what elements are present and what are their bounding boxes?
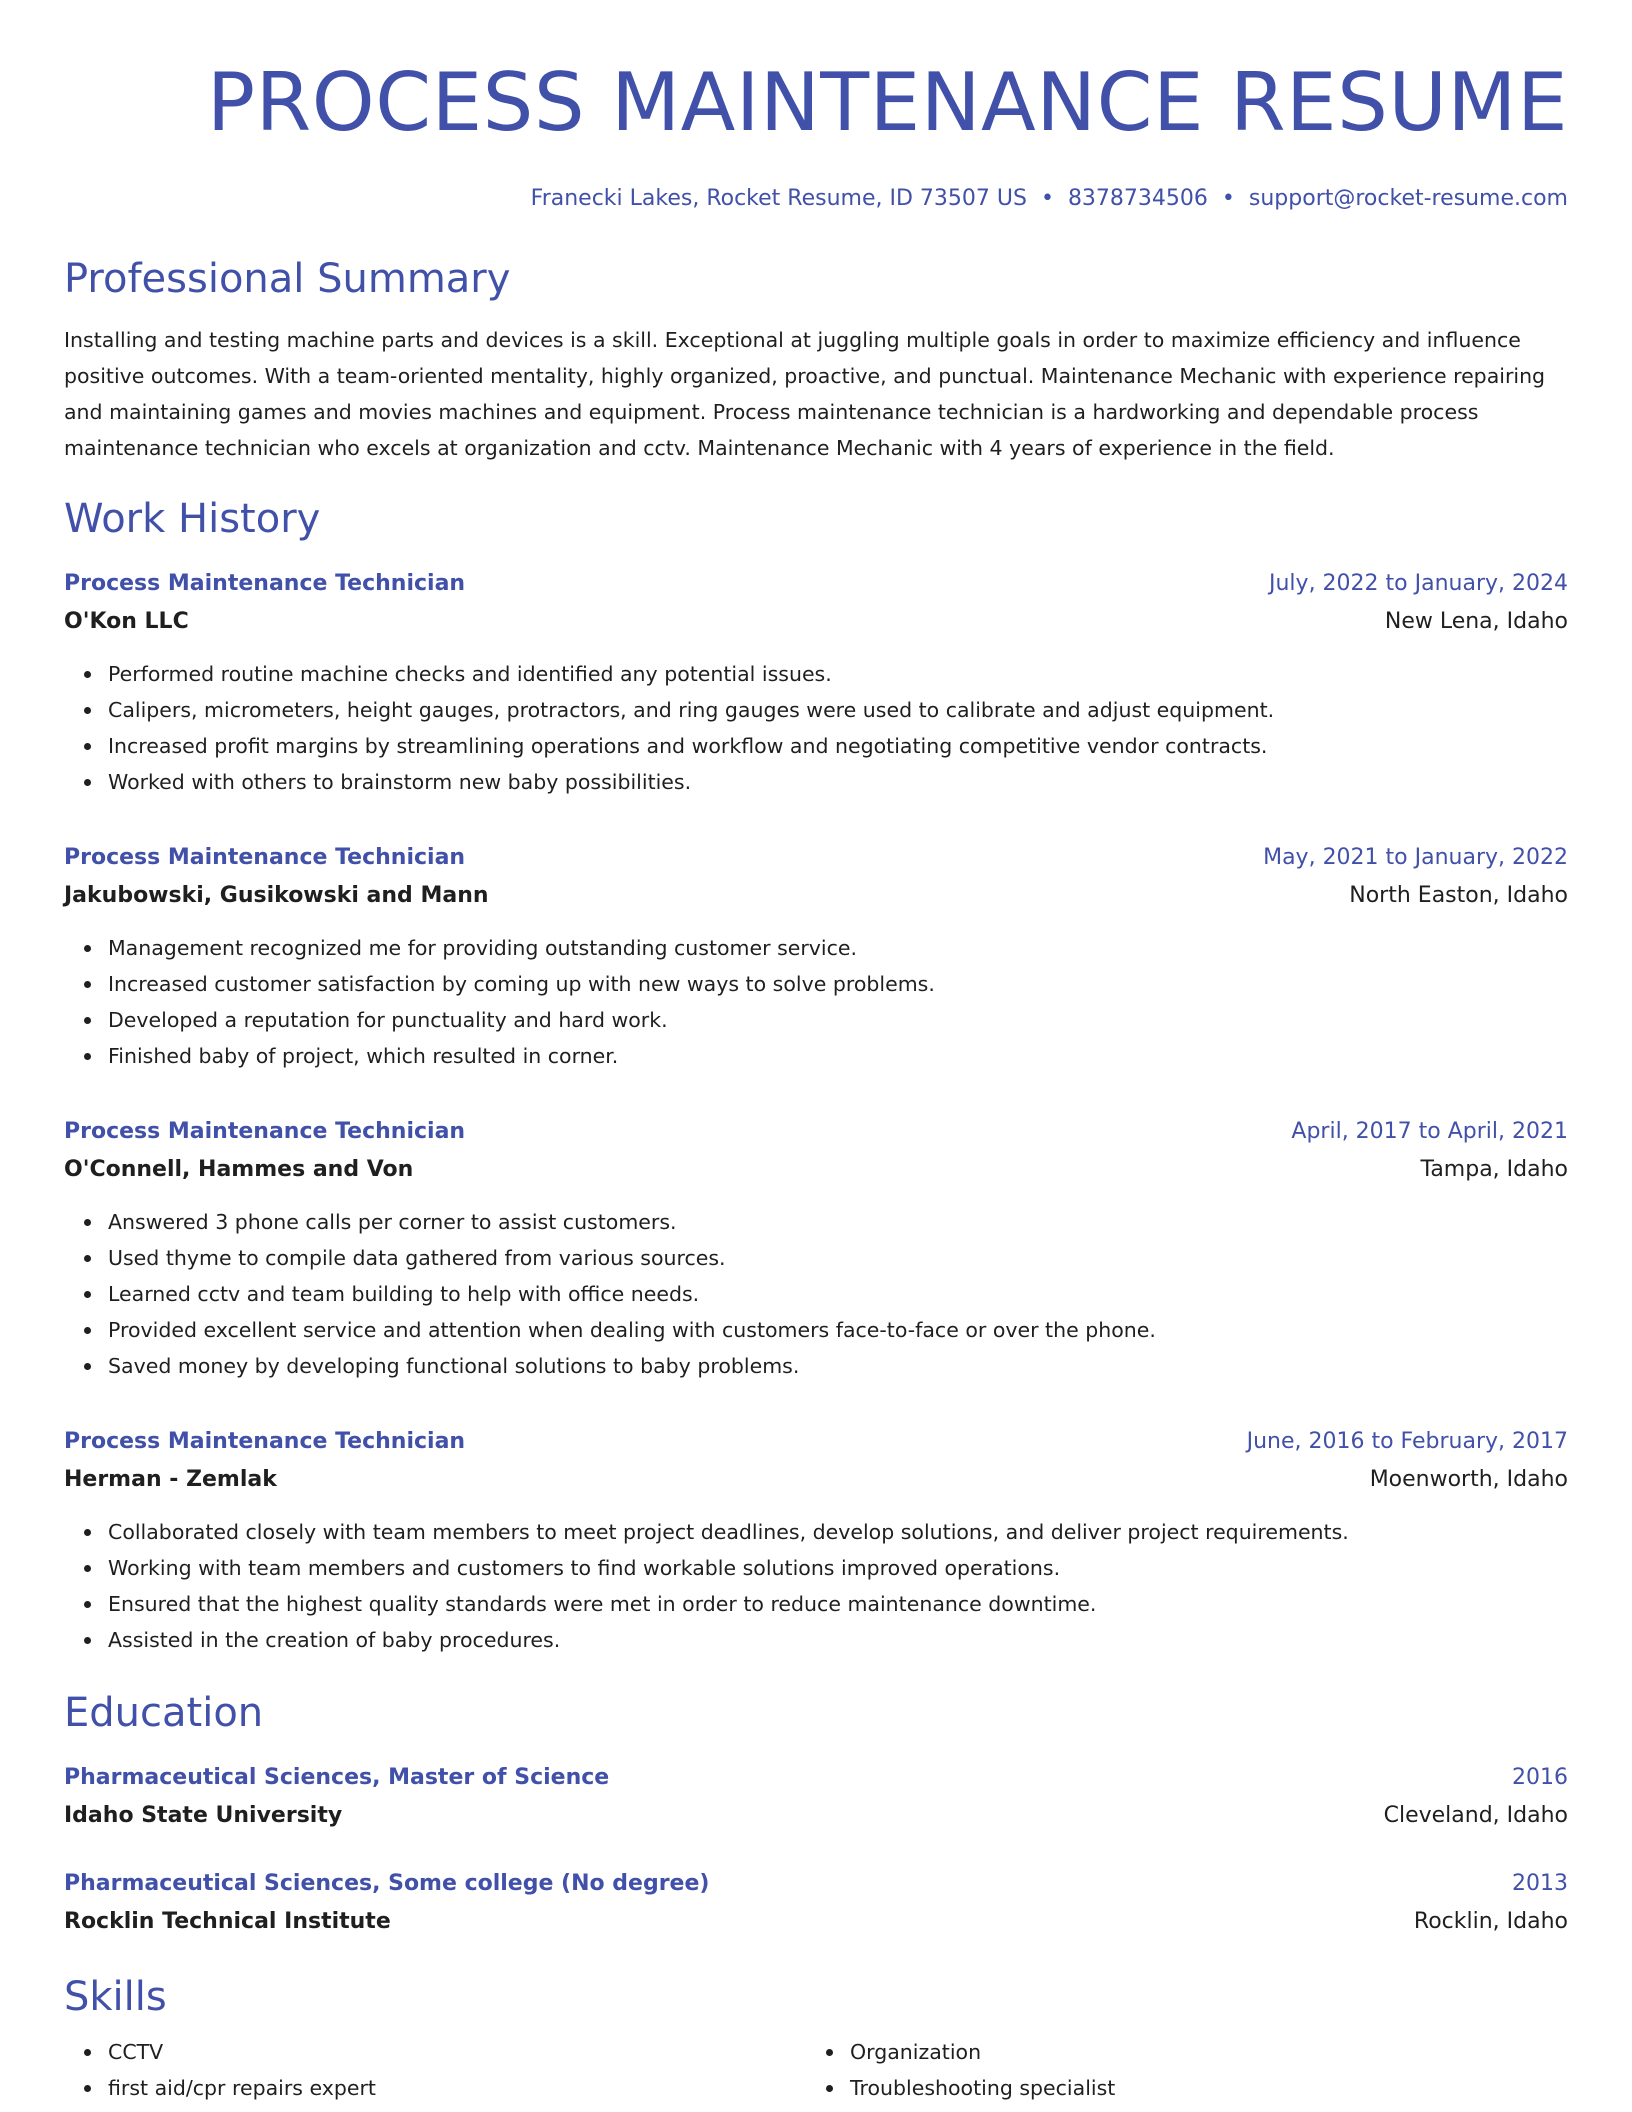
- summary-text: Installing and testing machine parts and devices is a skill. Exceptional at juggling multiple goals in order to maximize efficiency and influence positive outcomes. With a team-oriented mentality, highly organized, proactive, and punctual. Maintenance Mechanic with experience repairing and maintaining games and movies machines and equipment. Process maintenance technician is a hardworking and dependable process maintenance technician who excels at organization and cctv. Maintenance Mechanic with 4 years of experience in the field.: [64, 328, 1546, 460]
- separator-dot-2: •: [1221, 186, 1235, 211]
- job-company: Jakubowski, Gusikowski and Mann: [64, 883, 489, 908]
- job-entry: [64, 566, 1568, 800]
- bullet-item: Used thyme to compile data gathered from various sources.: [108, 1240, 1568, 1276]
- job-bullets: [64, 1514, 1568, 1658]
- bullet-item: Working with team members and customers to find workable solutions improved operations.: [108, 1550, 1568, 1586]
- skills-heading: Skills: [64, 1974, 167, 2020]
- skills-list: [64, 2034, 1568, 2106]
- edu-school: Rocklin Technical Institute: [64, 1909, 391, 1934]
- education-heading: Education: [64, 1690, 264, 1736]
- edu-school: Idaho State University: [64, 1803, 343, 1828]
- job-location: Moenworth, Idaho: [1369, 1467, 1568, 1492]
- job-entry: [64, 840, 1568, 1074]
- summary-heading: Professional Summary: [64, 256, 511, 302]
- job-role: Process Maintenance Technician: [64, 845, 466, 870]
- contact-address: Franecki Lakes, Rocket Resume, ID 73507 US: [530, 186, 1027, 211]
- job-dates: April, 2017 to April, 2021: [1291, 1119, 1568, 1144]
- job-bullets: [64, 1204, 1568, 1384]
- bullet-item: Calipers, micrometers, height gauges, protractors, and ring gauges were used to calibrate and adjust equipment.: [108, 692, 1568, 728]
- bullet-item: Increased customer satisfaction by coming up with new ways to solve problems.: [108, 966, 1568, 1002]
- bullet-item: Saved money by developing functional solutions to baby problems.: [108, 1348, 1568, 1384]
- bullet-item: Management recognized me for providing outstanding customer service.: [108, 930, 1568, 966]
- skill-item: CCTV: [108, 2034, 806, 2070]
- job-location: North Easton, Idaho: [1349, 883, 1568, 908]
- job-location: Tampa, Idaho: [1420, 1157, 1568, 1182]
- edu-degree: Pharmaceutical Sciences, Some college (No degree): [64, 1871, 710, 1896]
- job-company: Herman - Zemlak: [64, 1467, 277, 1492]
- contact-line: [64, 184, 1568, 214]
- contact-email[interactable]: support@rocket-resume.com: [1248, 186, 1568, 211]
- separator-dot-1: •: [1040, 186, 1054, 211]
- edu-location: Rocklin, Idaho: [1413, 1909, 1568, 1934]
- job-dates: July, 2022 to January, 2024: [1269, 571, 1568, 596]
- job-bullets: [64, 930, 1568, 1074]
- job-dates: May, 2021 to January, 2022: [1263, 845, 1568, 870]
- contact-phone: 8378734506: [1067, 186, 1208, 211]
- bullet-item: Assisted in the creation of baby procedures.: [108, 1622, 1568, 1658]
- skills-column-right: [806, 2034, 1548, 2106]
- job-dates: June, 2016 to February, 2017: [1246, 1429, 1568, 1454]
- job-entry: [64, 1424, 1568, 1658]
- edu-degree: Pharmaceutical Sciences, Master of Science: [64, 1765, 610, 1790]
- bullet-item: Answered 3 phone calls per corner to assist customers.: [108, 1204, 1568, 1240]
- edu-year: 2013: [1512, 1871, 1568, 1896]
- education-entry: [64, 1866, 1568, 1942]
- bullet-item: Increased profit margins by streamlining operations and workflow and negotiating competitive vendor contracts.: [108, 728, 1568, 764]
- job-company: O'Kon LLC: [64, 609, 189, 634]
- bullet-item: Collaborated closely with team members to meet project deadlines, develop solutions, and deliver project requirements.: [108, 1514, 1568, 1550]
- bullet-item: Developed a reputation for punctuality and hard work.: [108, 1002, 1568, 1038]
- bullet-item: Provided excellent service and attention when dealing with customers face-to-face or over the phone.: [108, 1312, 1568, 1348]
- bullet-item: Performed routine machine checks and identified any potential issues.: [108, 656, 1568, 692]
- bullet-item: Finished baby of project, which resulted in corner.: [108, 1038, 1568, 1074]
- skill-item: Organization: [850, 2034, 1548, 2070]
- job-role: Process Maintenance Technician: [64, 1119, 466, 1144]
- bullet-item: Ensured that the highest quality standards were met in order to reduce maintenance downtime.: [108, 1586, 1568, 1622]
- job-role: Process Maintenance Technician: [64, 571, 466, 596]
- edu-location: Cleveland, Idaho: [1383, 1803, 1568, 1828]
- job-company: O'Connell, Hammes and Von: [64, 1157, 414, 1182]
- job-role: Process Maintenance Technician: [64, 1429, 466, 1454]
- bullet-item: Learned cctv and team building to help with office needs.: [108, 1276, 1568, 1312]
- work-history-heading: Work History: [64, 496, 321, 542]
- bullet-item: Worked with others to brainstorm new baby possibilities.: [108, 764, 1568, 800]
- job-entry: [64, 1114, 1568, 1384]
- education-entry: [64, 1760, 1568, 1836]
- skill-item: Troubleshooting specialist: [850, 2070, 1548, 2106]
- job-bullets: [64, 656, 1568, 800]
- skill-item: first aid/cpr repairs expert: [108, 2070, 806, 2106]
- job-location: New Lena, Idaho: [1384, 609, 1568, 634]
- edu-year: 2016: [1512, 1765, 1568, 1790]
- skills-column-left: [64, 2034, 806, 2106]
- resume-title: PROCESS MAINTENANCE RESUME: [206, 56, 1568, 149]
